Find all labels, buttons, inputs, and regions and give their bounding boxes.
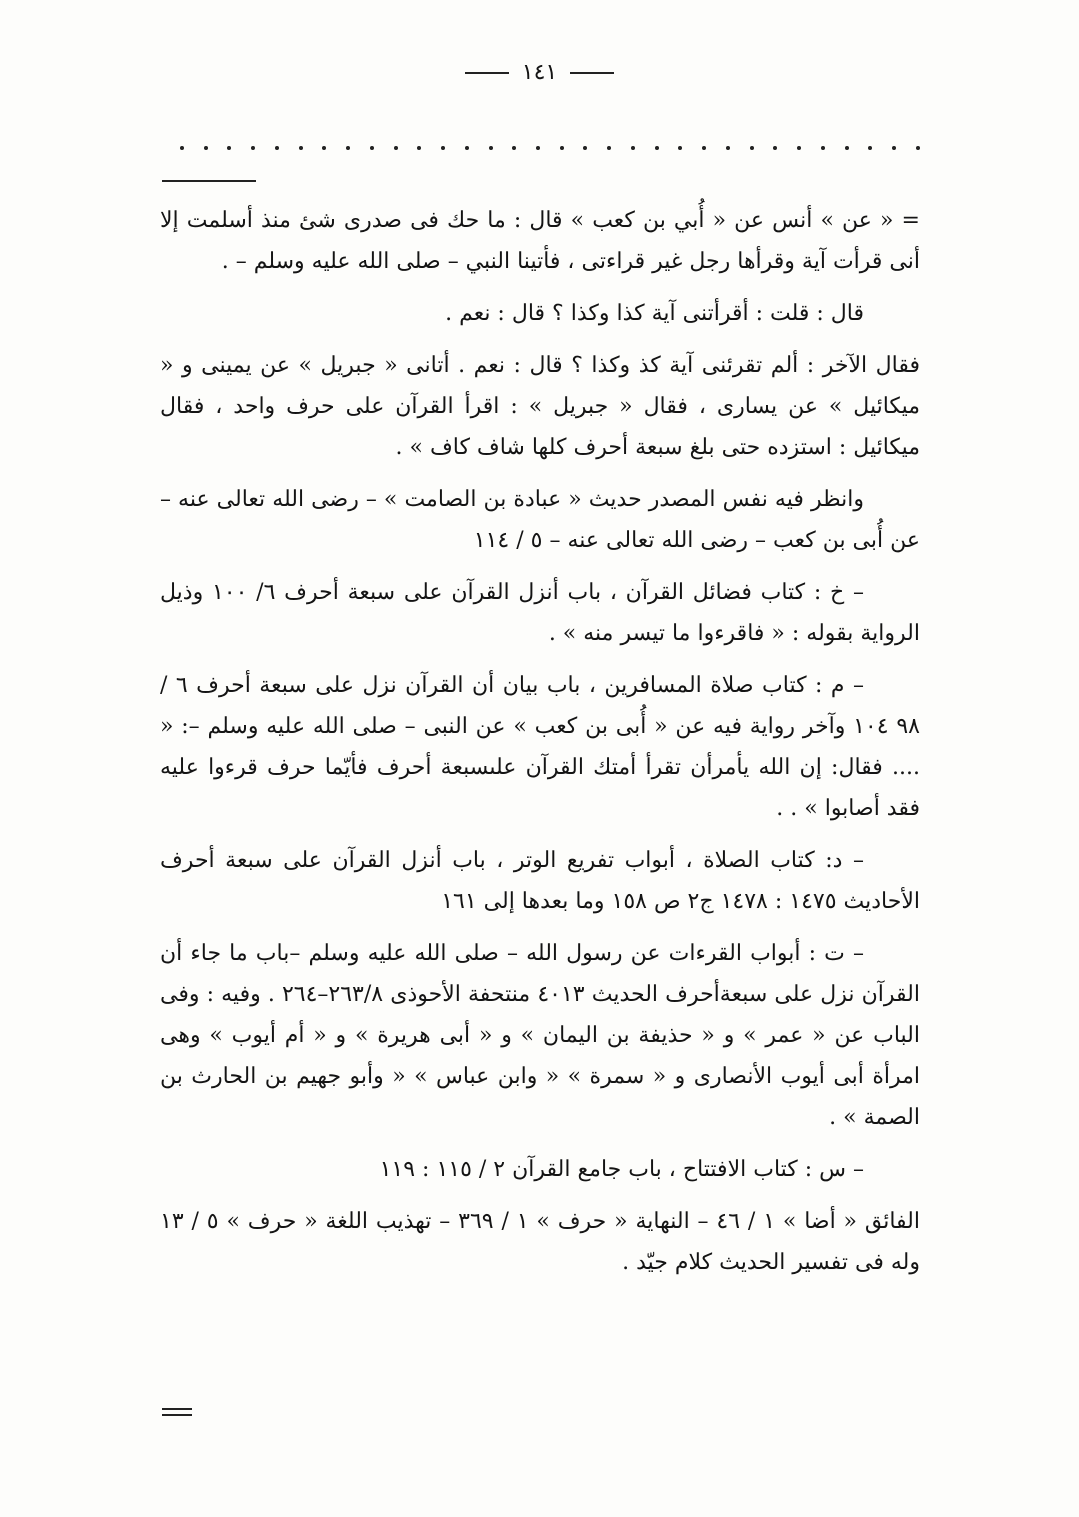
continuation-mark <box>162 1408 192 1410</box>
footnote-paragraph: – م : كتاب صلاة المسافرين ، باب بيان أن القرآن نزل على سبعة أحرف ٦ / ٩٨ ١٠٤ وآخر رواية فيه عن « أُبى بن كعب » عن النبى – صلى الله عليه وسلم –: « .... فقال: إن الله يأمرأن تقرأ أمتك القرآن علىسبعة أحرف فأيّما حرف قرءوا عليه فقد أصابوا » . . <box>160 673 920 821</box>
footnote-paragraph: فقال الآخر : ألم تقرئنى آية كذ وكذا ؟ قال : نعم . أتانى « جبريل » عن يمينى و « ميكائيل » عن يسارى ، فقال « جبريل » : اقرأ القرآن على حرف واحد ، فقال ميكائيل : استزده حتى بلغ سبعة أحرف كلها شاف كاف » . <box>160 353 920 460</box>
footnote-paragraph: – ت : أبواب القرءات عن رسول الله – صلى الله عليه وسلم –باب ما جاء أن القرآن نزل على سبعةأحرف الحديث ٤٠١٣ منتحفة الأحوذى ٢٦٣/٨–٢٦٤ . وفيه : وفى الباب عن « عمر » و « حذيفة بن اليمان » و « أبى هريرة » و « أم أيوب » وهى امرأة أبى أيوب الأنصارى و « سمرة » « وابن عباس » « وأبو جهيم بن الحارث بن الصمة » . <box>160 941 920 1130</box>
page-number-header <box>0 60 1079 85</box>
footnote-paragraph: – خ : كتاب فضائل القرآن ، باب أنزل القرآن على سبعة أحرف ٦/ ١٠٠ وذيل الرواية بقوله : « فاقرءوا ما تيسر منه » . <box>160 580 920 646</box>
footnote-paragraph: = « عن » أنس عن « أُبي بن كعب » قال : ما حك فى صدرى شئ منذ أسلمت إلا أنى قرأت آية وقرأها رجل غير قراءتى ، فأتينا النبي – صلى الله عليه وسلم – . <box>160 208 920 274</box>
footnote-paragraph: وانظر فيه نفس المصدر حديث « عبادة بن الصامت » – رضى الله تعالى عنه – عن أُبى بن كعب – رضى الله تعالى عنه – ٥ / ١١٤ <box>160 487 920 553</box>
page-number: ١٤١ <box>521 60 558 85</box>
footnotes-body <box>160 200 920 1294</box>
footnote-rule <box>162 180 256 182</box>
header-dash-right <box>570 72 614 74</box>
footnote-paragraph: الفائق « أضا » ١ / ٤٦ – النهاية « حرف » ١ / ٣٦٩ – تهذيب اللغة « حرف » ٥ / ١٣ وله فى تفسير الحديث كلام جيّد . <box>160 1209 920 1275</box>
footnote-paragraph: – س : كتاب الافتتاح ، باب جامع القرآن ٢ / ١١٥ : ١١٩ <box>379 1157 864 1182</box>
footnote-paragraph: – د: كتاب الصلاة ، أبواب تفريع الوتر ، باب أنزل القرآن على سبعة أحرف الأحاديث ١٤٧٥ : ١٤٧٨ ج٢ ص ١٥٨ وما بعدها إلى ١٦١ <box>160 848 920 914</box>
ellipsis-separator <box>180 138 920 158</box>
header-dash-left <box>465 72 509 74</box>
footnote-paragraph: قال : قلت : أقرأتنى آية كذا وكذا ؟ قال : نعم . <box>445 301 864 326</box>
